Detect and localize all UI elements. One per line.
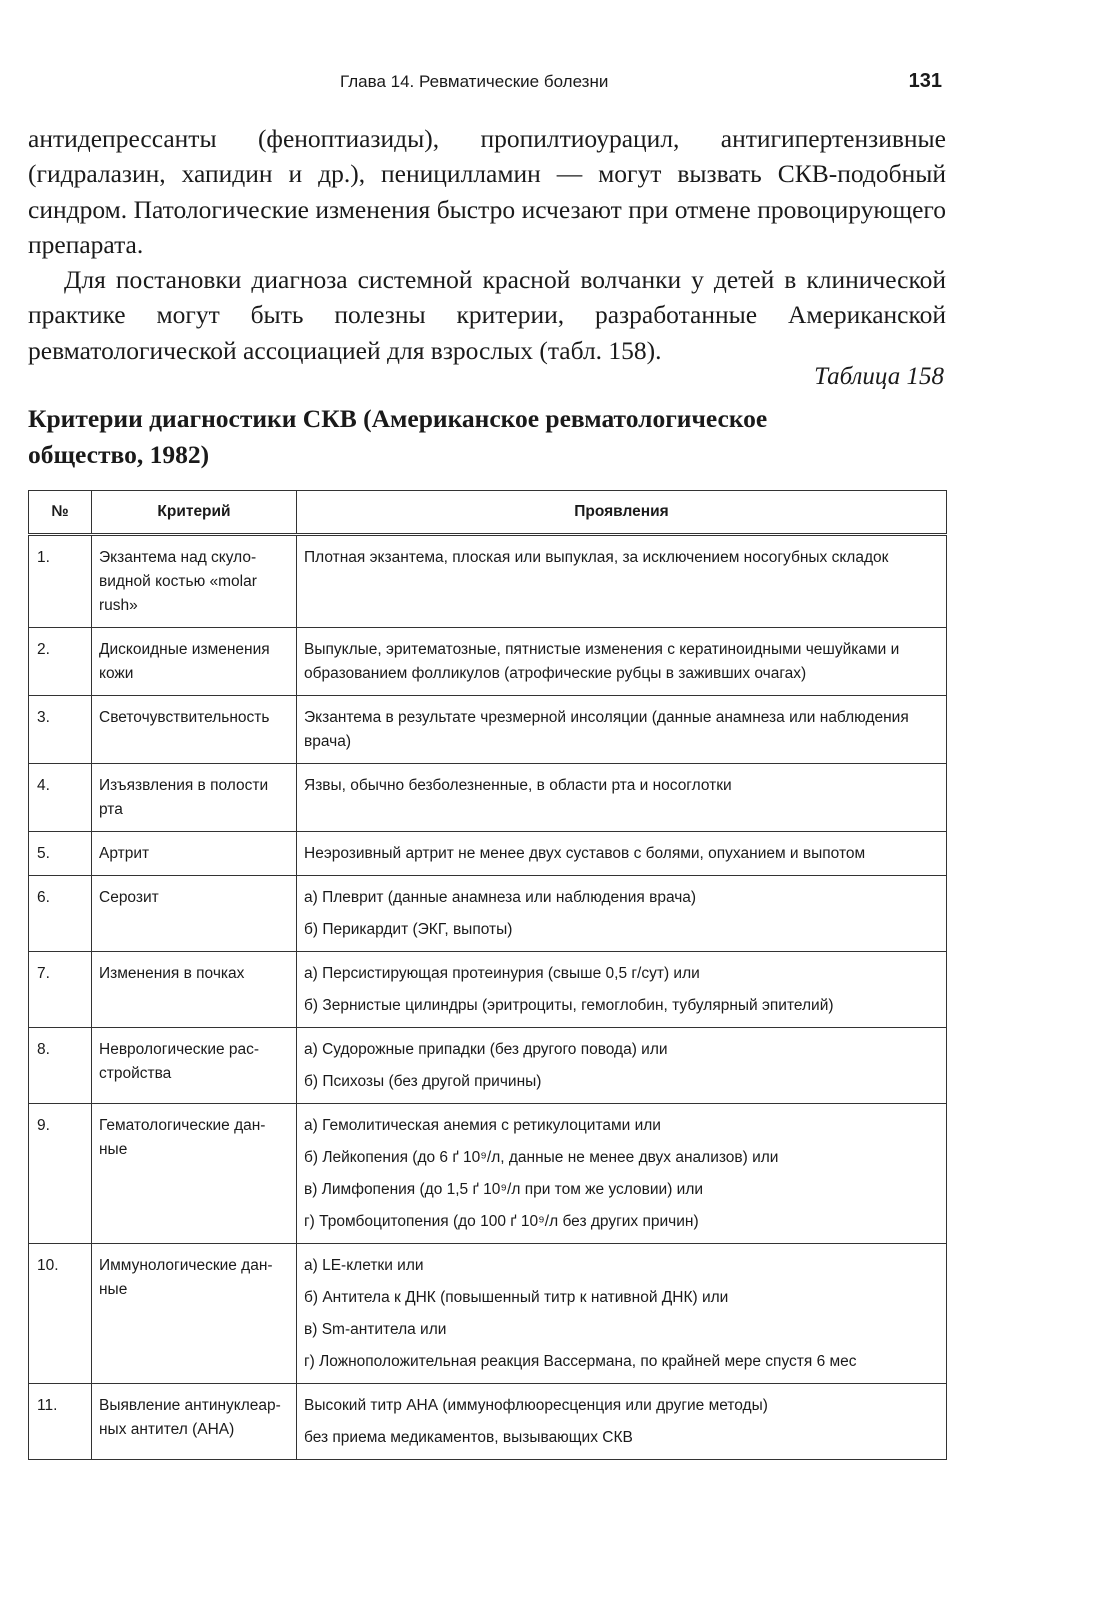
criterion-cell [92, 1244, 297, 1384]
manifestation-text: б) Перикардит (ЭКГ, выпоты) [304, 921, 513, 938]
row-number: 8. [29, 1028, 92, 1104]
manifestation-text: а) LE-клетки или [304, 1257, 424, 1274]
row-number: 3. [29, 696, 92, 764]
criterion-cell [92, 952, 297, 1028]
manifestations-cell [297, 628, 947, 696]
criterion-text: Выявление антинуклеар- [99, 1397, 281, 1414]
criterion-cell [92, 876, 297, 952]
manifestation-text: без приема медикаментов, вызывающих СКВ [304, 1429, 633, 1446]
row-number: 2. [29, 628, 92, 696]
criterion-text: Гематологические дан- [99, 1117, 266, 1134]
criterion-cell [92, 832, 297, 876]
criterion-cell [92, 1104, 297, 1244]
table-row [29, 764, 947, 832]
chapter-title: Глава 14. Ревматические болезни [340, 72, 609, 91]
criterion-text: ные [99, 1281, 128, 1298]
column-header-manifestations: Проявления [297, 491, 947, 535]
manifestation-text: б) Психозы (без другой причины) [304, 1073, 542, 1090]
manifestation-text: Язвы, обычно безболезненные, в области рта и носоглотки [304, 777, 732, 794]
table-row [29, 1384, 947, 1460]
criterion-cell [92, 628, 297, 696]
manifestations-cell [297, 696, 947, 764]
row-number: 1. [29, 535, 92, 628]
paragraph: Для постановки диагноза системной красной волчанки у детей в клинической практике могут быть полезны критерии, разработанные Американской ревматологической ассоциацией для взрослых (табл. 158). [28, 265, 946, 365]
manifestations-cell [297, 876, 947, 952]
table-row [29, 952, 947, 1028]
criterion-cell [92, 1384, 297, 1460]
manifestation-text: в) Лимфопения (до 1,5 ґ 10⁹/л при том же условии) или [304, 1181, 704, 1198]
criterion-text: rush» [99, 597, 138, 614]
table-label: Таблица 158 [814, 363, 944, 390]
row-number: 11. [29, 1384, 92, 1460]
manifestations-cell [297, 535, 947, 628]
criterion-text: Светочувствительность [99, 709, 270, 726]
criterion-text: кожи [99, 665, 134, 682]
manifestation-text: а) Гемолитическая анемия с ретикулоцитами или [304, 1117, 661, 1134]
table-header-row [29, 491, 947, 535]
column-header-criterion: Критерий [92, 491, 297, 535]
criterion-text: видной костью «molar [99, 573, 257, 590]
page-number: 131 [908, 70, 942, 92]
criterion-text: Неврологические рас- [99, 1041, 260, 1058]
criterion-cell [92, 535, 297, 628]
row-number: 7. [29, 952, 92, 1028]
manifestation-text: Высокий титр АНА (иммунофлюоресценция или другие методы) [304, 1397, 768, 1414]
manifestation-text: а) Персистирующая протеинурия (свыше 0,5 г/сут) или [304, 965, 700, 982]
table-row [29, 696, 947, 764]
row-number: 10. [29, 1244, 92, 1384]
row-number: 4. [29, 764, 92, 832]
criteria-table [28, 490, 947, 1460]
body-text [28, 121, 946, 368]
manifestation-text: б) Антитела к ДНК (повышенный титр к нативной ДНК) или [304, 1289, 729, 1306]
table-row [29, 628, 947, 696]
criterion-text: стройства [99, 1065, 172, 1082]
manifestation-text: Неэрозивный артрит не менее двух суставов с болями, опуханием и выпотом [304, 845, 866, 862]
criterion-text: Изменения в почках [99, 965, 245, 982]
criterion-text: ные [99, 1141, 128, 1158]
row-number: 5. [29, 832, 92, 876]
manifestation-text: а) Плеврит (данные анамнеза или наблюдения врача) [304, 889, 697, 906]
manifestation-text: б) Лейкопения (до 6 ґ 10⁹/л, данные не менее двух анализов) или [304, 1149, 779, 1166]
table-row [29, 832, 947, 876]
criterion-text: ных антител (АНА) [99, 1421, 235, 1438]
criterion-text: Изъязвления в полости [99, 777, 269, 794]
table-row [29, 876, 947, 952]
manifestation-text: г) Тромбоцитопения (до 100 ґ 10⁹/л без других причин) [304, 1213, 699, 1230]
paragraph: антидепрессанты (феноптиазиды), пропилтиоурацил, антигипертензивные (гидралазин, хапидин и др.), пеницилламин — могут вызвать СКВ-подобный синдром. Патологические изменения быстро исчезают при отмене провоцирующего препарата. [28, 124, 946, 259]
criterion-cell [92, 696, 297, 764]
manifestations-cell [297, 764, 947, 832]
manifestation-text: в) Sm-антитела или [304, 1321, 447, 1338]
table-title: Критерии диагностики СКВ (Американское ревматологическое общество, 1982) [28, 404, 768, 469]
criterion-text: рта [99, 801, 123, 818]
manifestation-text: Выпуклые, эритематозные, пятнистые изменения с кератиноидными чешуйками и образованием фолликулов (атрофические рубцы в заживших очагах) [304, 641, 900, 682]
manifestation-text: а) Судорожные припадки (без другого повода) или [304, 1041, 668, 1058]
criterion-text: Дискоидные изменения [99, 641, 270, 658]
criterion-text: Серозит [99, 889, 159, 906]
table-row [29, 535, 947, 628]
manifestation-text: б) Зернистые цилиндры (эритроциты, гемоглобин, тубулярный эпителий) [304, 997, 834, 1014]
manifestations-cell [297, 832, 947, 876]
table-row [29, 1244, 947, 1384]
manifestation-text: Экзантема в результате чрезмерной инсоляции (данные анамнеза или наблюдения врача) [304, 709, 909, 750]
manifestations-cell [297, 1028, 947, 1104]
manifestations-cell [297, 1384, 947, 1460]
manifestations-cell [297, 1104, 947, 1244]
row-number: 9. [29, 1104, 92, 1244]
table-row [29, 1104, 947, 1244]
manifestation-text: Плотная экзантема, плоская или выпуклая, за исключением носогубных складок [304, 549, 889, 566]
criterion-text: Иммунологические дан- [99, 1257, 273, 1274]
row-number: 6. [29, 876, 92, 952]
manifestations-cell [297, 952, 947, 1028]
manifestation-text: г) Ложноположительная реакция Вассермана, по крайней мере спустя 6 мес [304, 1353, 857, 1370]
criterion-text: Экзантема над скуло- [99, 549, 257, 566]
criterion-text: Артрит [99, 845, 150, 862]
table-body [29, 535, 947, 1460]
criterion-cell [92, 764, 297, 832]
running-head [28, 72, 946, 96]
column-header-number: № [29, 491, 92, 535]
table-row [29, 1028, 947, 1104]
manifestations-cell [297, 1244, 947, 1384]
criterion-cell [92, 1028, 297, 1104]
